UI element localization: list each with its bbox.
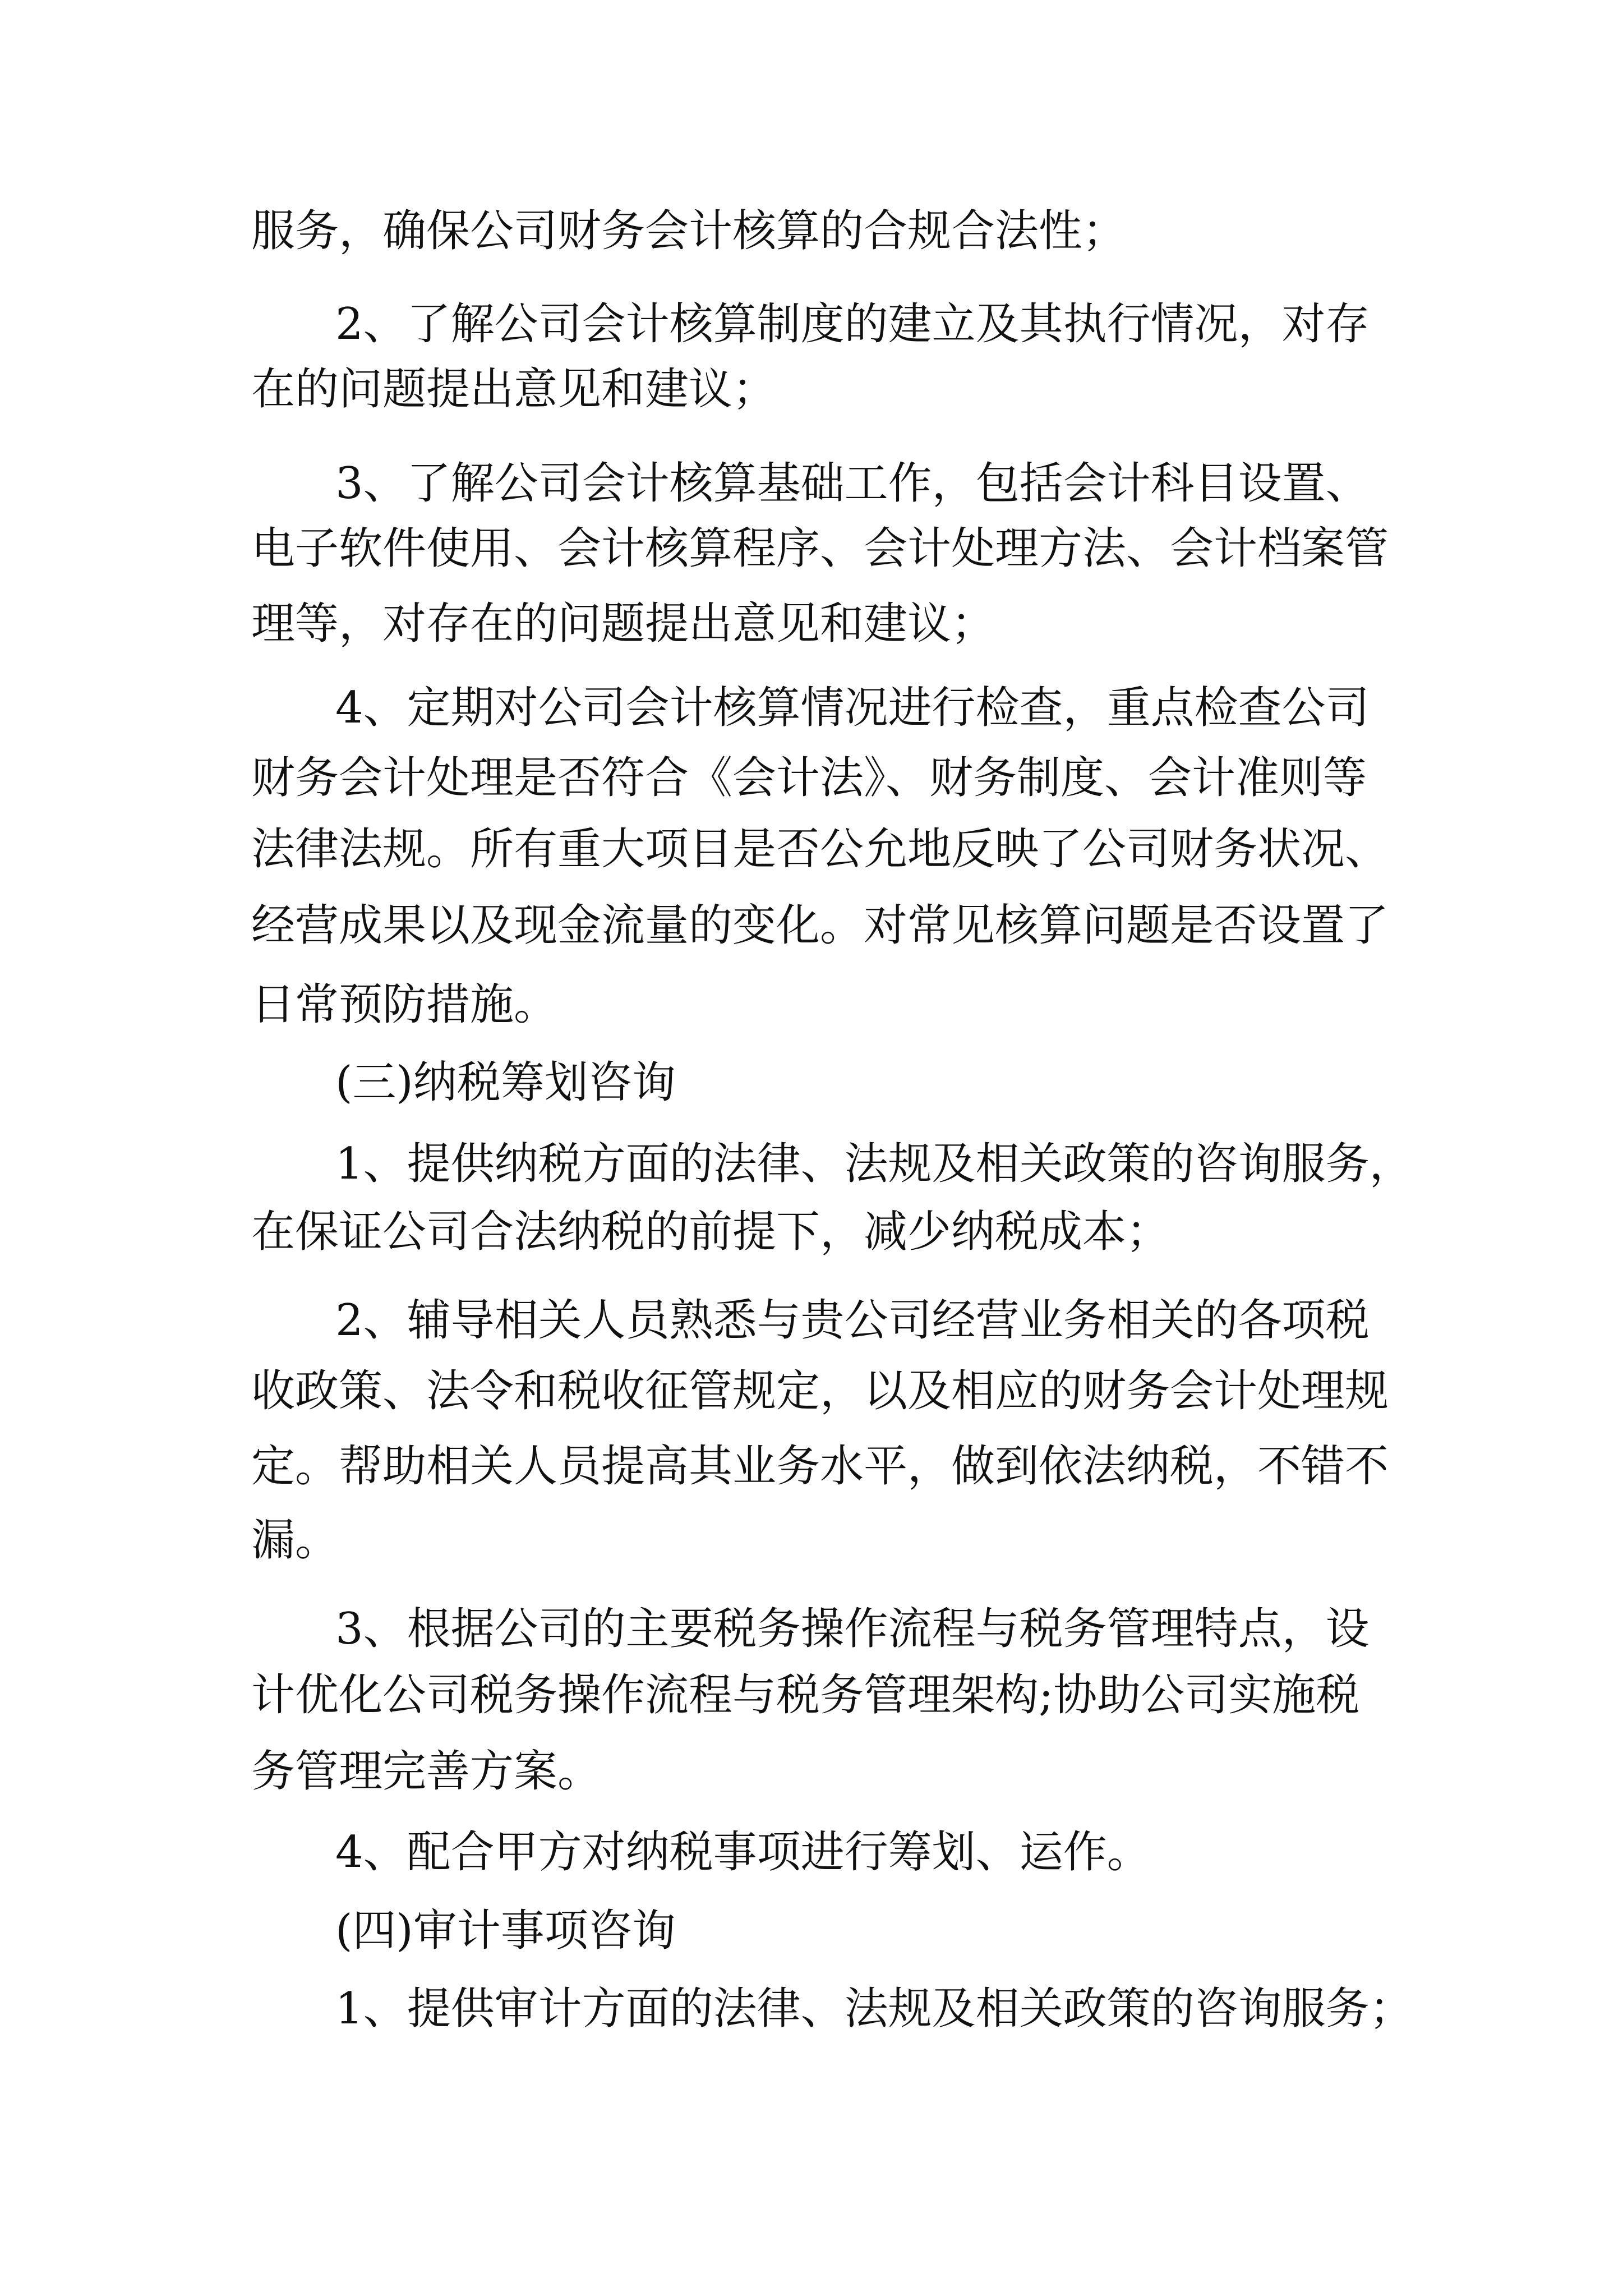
text-line: 2、了解公司会计核算制度的建立及其执行情况，对存 (335, 299, 1370, 349)
section-heading: (三)纳税筹划咨询 (335, 1057, 676, 1108)
text-line: 3、了解公司会计核算基础工作，包括会计科目设置、 (335, 458, 1370, 509)
text-line: 在保证公司合法纳税的前提下，减少纳税成本； (251, 1207, 1170, 1257)
text-line: 服务，确保公司财务会计核算的合规合法性； (251, 206, 1127, 256)
section-heading: (四)审计事项咨询 (335, 1906, 676, 1956)
text-line: 在的问题提出意见和建议； (251, 364, 777, 415)
text-line: 收政策、法令和税收征管规定，以及相应的财务会计处理规 (251, 1366, 1389, 1416)
text-line: 3、根据公司的主要税务操作流程与税务管理特点，设 (335, 1604, 1370, 1654)
text-line: 4、配合甲方对纳税事项进行筹划、运作。 (335, 1827, 1151, 1878)
text-line: 法律法规。所有重大项目是否公允地反映了公司财务状况、 (251, 824, 1389, 875)
text-line: 1、提供审计方面的法律、法规及相关政策的咨询服务； (335, 1984, 1413, 2034)
text-line: 2、辅导相关人员熟悉与贵公司经营业务相关的各项税 (335, 1295, 1370, 1346)
text-line: 电子软件使用、会计核算程序、会计处理方法、会计档案管 (251, 523, 1389, 574)
text-line: 财务会计处理是否符合《会计法》、财务制度、会计准则等 (251, 753, 1367, 803)
text-line: 务管理完善方案。 (251, 1746, 602, 1797)
text-line: 4、定期对公司会计核算情况进行检查，重点检查公司 (335, 683, 1370, 733)
text-line: 经营成果以及现金流量的变化。对常见核算问题是否设置了 (251, 900, 1389, 951)
text-line: 1、提供纳税方面的法律、法规及相关政策的咨询服务， (335, 1139, 1413, 1189)
text-line: 理等，对存在的问题提出意见和建议； (251, 599, 995, 649)
text-line: 定。帮助相关人员提高其业务水平，做到依法纳税，不错不 (251, 1441, 1389, 1492)
text-line: 日常预防措施。 (251, 979, 558, 1030)
text-line: 计优化公司税务操作流程与税务管理架构;协助公司实施税 (251, 1670, 1360, 1720)
text-line: 漏。 (251, 1515, 339, 1566)
